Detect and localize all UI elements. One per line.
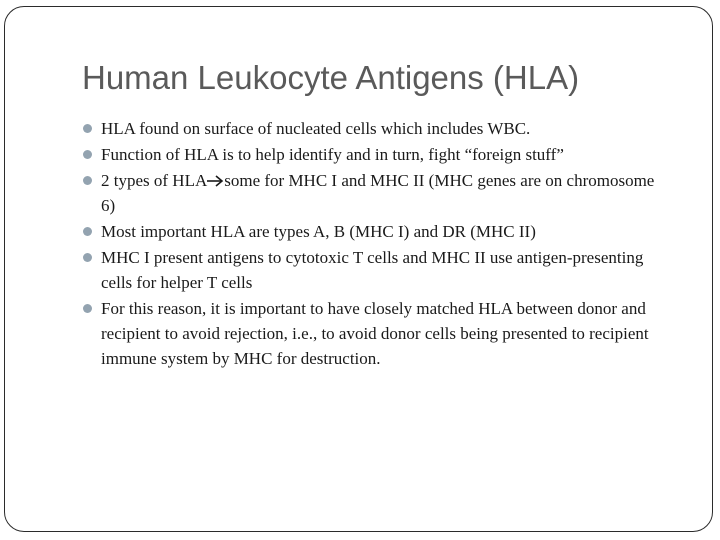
bullet-item — [82, 116, 672, 141]
bullet-text: MHC I present antigens to cytotoxic T cells and MHC II use antigen-presenting cells for helper T cells — [101, 248, 644, 292]
bullet-text-after-arrow: some for MHC I and MHC II (MHC genes are on chromosome 6) — [101, 171, 655, 215]
dot-bullet-icon — [83, 150, 92, 159]
bullet-text: For this reason, it is important to have closely matched HLA between donor and recipient to avoid rejection, i.e., to avoid donor cells being presented to recipient immune system by MHC for destruction. — [101, 299, 649, 368]
bullet-item — [82, 168, 672, 218]
dot-bullet-icon — [83, 253, 92, 262]
slide-title: Human Leukocyte Antigens (HLA) — [82, 59, 580, 96]
bullet-text: Function of HLA is to help identify and in turn, fight “foreign stuff” — [101, 145, 564, 164]
dot-bullet-icon — [83, 227, 92, 236]
bullet-text-before-arrow: 2 types of HLA — [101, 171, 208, 190]
bullet-text: Most important HLA are types A, B (MHC I) and DR (MHC II) — [101, 222, 536, 241]
bullet-list — [82, 116, 672, 372]
bullet-item — [82, 219, 672, 244]
bullet-text: HLA found on surface of nucleated cells which includes WBC. — [101, 119, 531, 138]
dot-bullet-icon — [83, 304, 92, 313]
dot-bullet-icon — [83, 176, 92, 185]
bullet-item — [82, 142, 672, 167]
dot-bullet-icon — [83, 124, 92, 133]
right-arrow-icon — [207, 175, 224, 187]
bullet-item — [82, 245, 672, 295]
bullet-item — [82, 296, 672, 371]
